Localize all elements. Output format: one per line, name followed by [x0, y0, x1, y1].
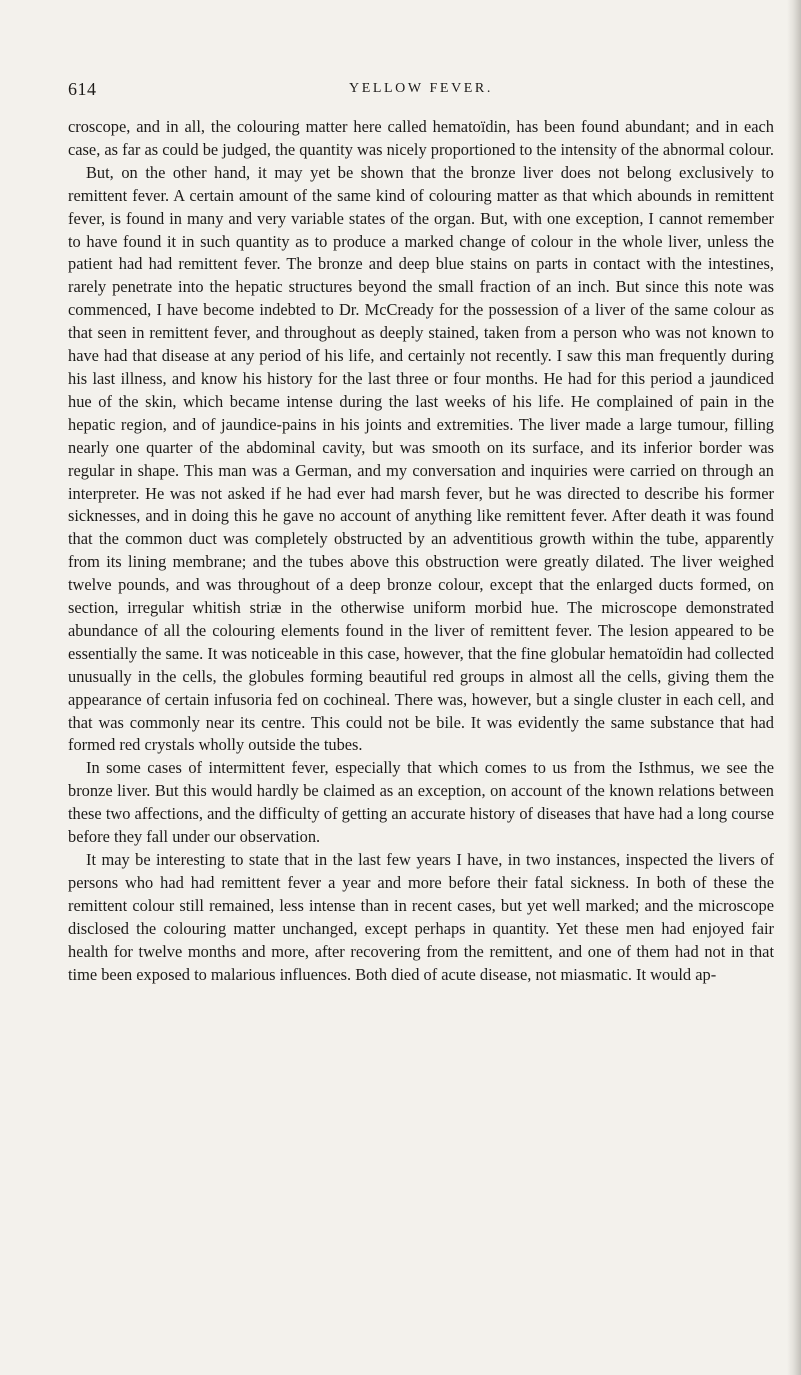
paragraph-intermittent-fever: In some cases of intermittent fever, especially that which comes to us from the Isthmus, we see the bronze liver. But this would hardly be claimed as an exception, on account of the known relations between these two affections, and the difficulty of getting an accurate history of diseases that have had a long course before they fall under our observation. — [68, 758, 774, 847]
paragraph-continued: croscope, and in all, the colouring matter here called hematoïdin, has been found abundant; and in each case, as far as could be judged, the quantity was nicely proportioned to the intensity of the abnormal colour. — [68, 117, 774, 159]
running-title: YELLOW FEVER. — [349, 81, 493, 96]
page-number: 614 — [68, 79, 97, 99]
paragraph-prior-cases: It may be interesting to state that in the last few years I have, in two instances, inspected the livers of persons who had had remittent fever a year and more before their fatal sickness. In both of these the remittent colour still remained, less intense than in recent cases, but yet well marked; and the microscope disclosed the colouring matter unchanged, except perhaps in quantity. Yet these men had enjoyed fair health for twelve months and more, after recovering from the remittent, and one of them had not in that time been exposed to malarious influences. Both died of acute disease, not miasmatic. It would ap- — [68, 850, 774, 984]
paragraph-bronze-liver: But, on the other hand, it may yet be shown that the bronze liver does not belong exclusively to remittent fever. A certain amount of the same kind of colouring matter as that which abounds in remittent fever, is found in many and very variable states of the organ. But, with one exception, I cannot remember to have found it in such quantity as to produce a marked change of colour in the whole liver, unless the patient had had remittent fever. The bronze and deep blue stains on parts in contact with the intestines, rarely penetrate into the hepatic structures beyond the small fraction of an inch. But since this note was commenced, I have become indebted to Dr. McCready for the possession of a liver of the same colour as that seen in remittent fever, and throughout as deeply stained, taken from a person who was not known to have had that disease at any period of his life, and certainly not recently. I saw this man frequently during his last illness, and know his history for the last three or four months. He had for this period a jaundiced hue of the skin, which became intense during the last weeks of his life. He complained of pain in the hepatic region, and of jaundice-pains in his joints and extremities. The liver made a large tumour, filling nearly one quarter of the abdominal cavity, but was smooth on its surface, and its inferior border was regular in shape. This man was a German, and my conversation and inquiries were carried on through an interpreter. He was not asked if he had ever had marsh fever, but he was directed to describe his former sicknesses, and in doing this he gave no account of anything like remittent fever. After death it was found that the common duct was completely obstructed by an adventitious growth within the tube, apparently from its lining membrane; and the tubes above this obstruction were greatly dilated. The liver weighed twelve pounds, and was throughout of a deep bronze colour, except that the enlarged ducts formed, on section, irregular whitish striæ in the otherwise uniform morbid hue. The microscope demonstrated abundance of all the colouring elements found in the liver of remittent fever. The lesion appeared to be essentially the same. It was noticeable in this case, however, that the fine globular hematoïdin had collected unusually in the cells, the globules forming beautiful red groups in almost all the cells, giving them the appearance of certain infusoria fed on cochineal. There was, however, but a single cluster in each cell, and that was commonly near its centre. This could not be bile. It was evidently the same substance that had formed red crystals wholly outside the tubes. — [68, 162, 774, 755]
body-text — [68, 116, 774, 986]
page-header — [68, 77, 774, 101]
page-edge-shadow — [787, 0, 801, 1375]
